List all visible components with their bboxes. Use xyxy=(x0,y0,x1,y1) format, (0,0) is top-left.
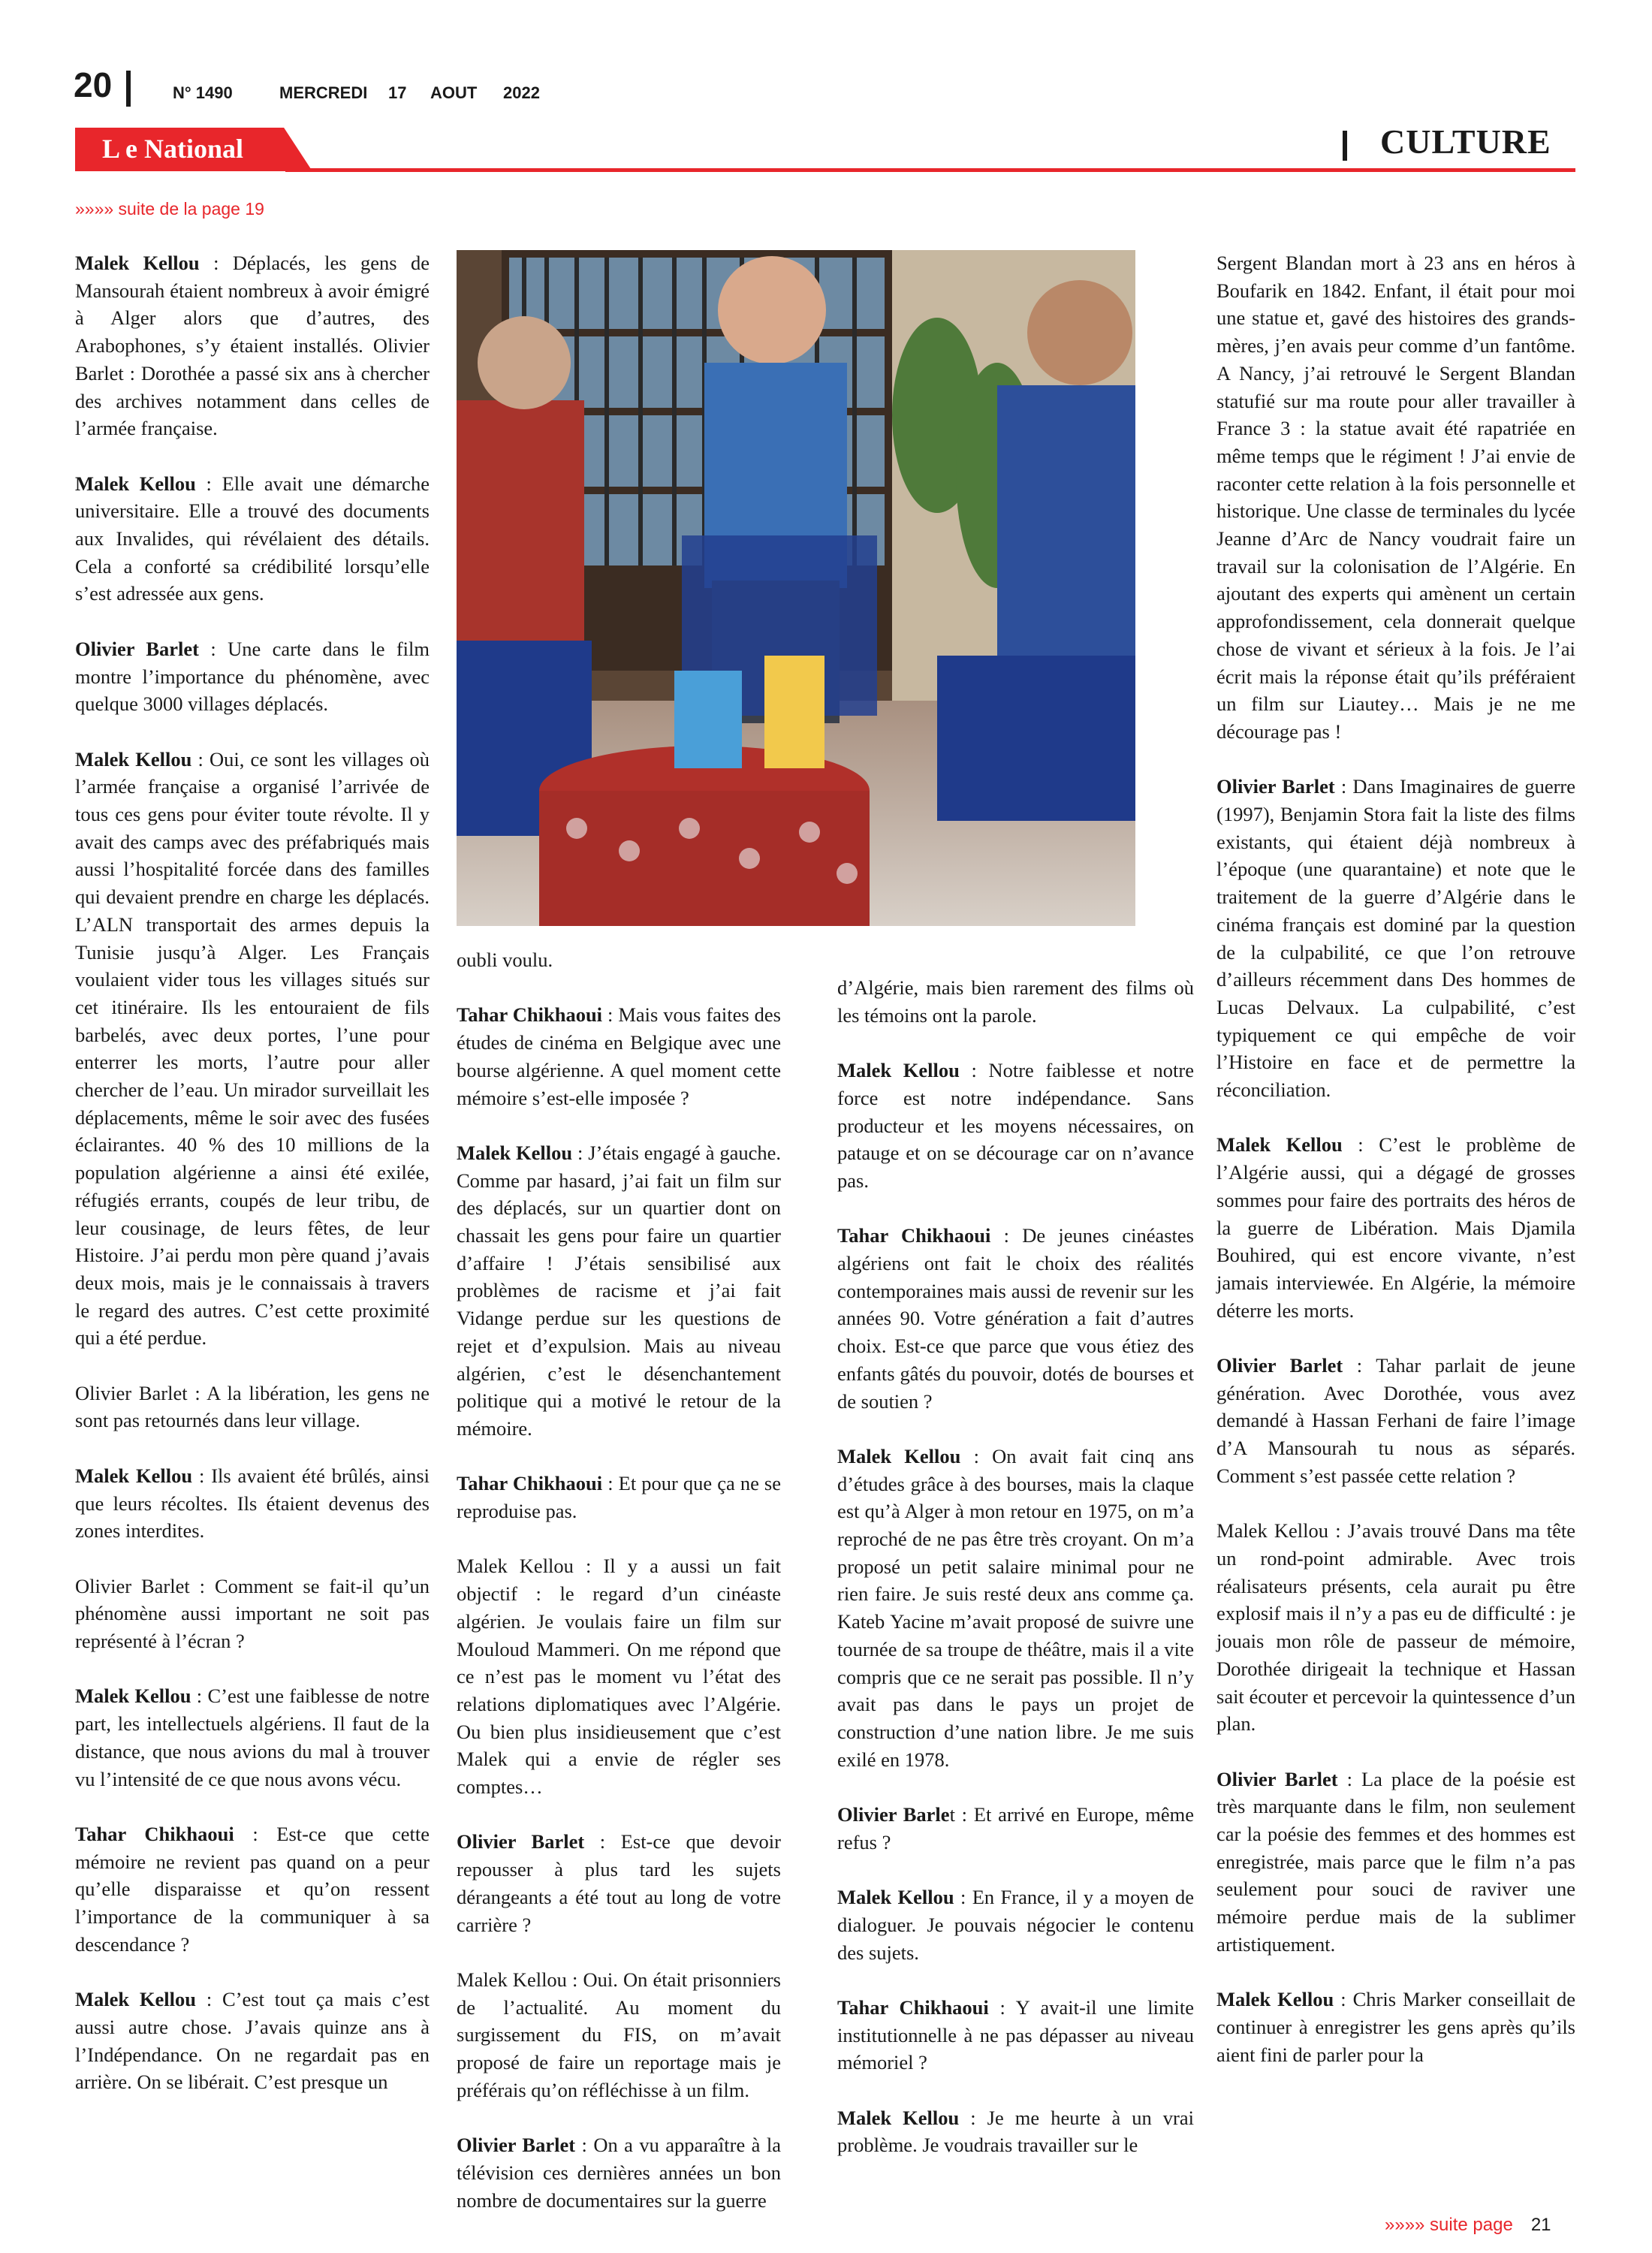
speaker-name: Olivier Barlet xyxy=(457,2134,576,2157)
paragraph-text: : Mais vous faites des études de cinéma en Belgique avec une bourse algérienne. A quel moment cette mémoire s’est-elle imposée ? xyxy=(457,1003,781,1109)
paragraph-text: : De jeunes cinéastes algériens ont fait le choix des réalités contemporaines mais aussi de revenir sur les années 90. Votre génération a fait d’autres choix. Est-ce que parce que vous étiez des enfants gâtés du pouvoir, dotés de bourses et de soutien ? xyxy=(837,1224,1194,1413)
article-paragraph xyxy=(75,470,430,608)
paragraph-text: Malek Kellou : Oui. On était prisonniers de l’actualité. Au moment du surgissement du FIS, on m’avait proposé de faire un reportage mais je préférais qu’on réfléchisse à un film. xyxy=(457,1968,781,2101)
article-paragraph xyxy=(1216,1986,1575,2068)
section-divider xyxy=(1343,131,1347,161)
paragraph-text: : C’est tout ça mais c’est aussi autre chose. J’avais quinze ans à l’Indépendance. On ne regardait pas en arrière. On se libérait. C’est presque un xyxy=(75,1988,430,2094)
speaker-name: Tahar Chikhaoui xyxy=(837,1224,991,1247)
article-paragraph xyxy=(457,1139,781,1443)
paragraph-text: : La place de la poésie est très marquante dans le film, non seulement car la poésie des femmes et des hommes est enregistrée, mais parce que le film n’a pas seulement pour souci de raviver une mémoire perdue mais de la sublimer artistiquement. xyxy=(1216,1767,1575,1956)
paragraph-text: : C’est une faiblesse de notre part, les intellectuels algériens. Il faut de la distance, que nous avions du mal à trouver vu l’intensité de ce que nous avons vécu. xyxy=(75,1684,430,1790)
next-page-number: 21 xyxy=(1530,2215,1551,2235)
speaker-name: Malek Kellou xyxy=(75,1988,197,2011)
issue-number: N° 1490 xyxy=(173,83,233,102)
date-year: 2022 xyxy=(503,83,540,102)
paragraph-text: : En France, il y a moyen de dialoguer. Je pouvais négocier le contenu des sujets. xyxy=(837,1886,1194,1964)
article-paragraph xyxy=(75,1462,430,1545)
article-paragraph xyxy=(837,974,1194,1029)
paragraph-text: t : Et arrivé en Europe, même refus ? xyxy=(837,1803,1194,1853)
page-number: 20 xyxy=(74,65,113,104)
speaker-name: Tahar Chikhaoui xyxy=(75,1822,234,1845)
article-paragraph xyxy=(837,1801,1194,1856)
continued-to-label: »»»» suite page xyxy=(1385,2215,1513,2235)
article-paragraph xyxy=(457,1828,781,1938)
speaker-name: Olivier Barlet xyxy=(457,1830,585,1853)
date-day: 17 xyxy=(388,83,407,102)
paragraph-text: : Ils avaient été brûlés, ainsi que leurs récoltes. Ils étaient devenus des zones interdites. xyxy=(75,1464,430,1543)
article-paragraph xyxy=(1216,1131,1575,1324)
speaker-name: Olivier Barlet xyxy=(1216,775,1335,798)
article-paragraph xyxy=(75,1682,430,1793)
paragraph-text: : Et pour que ça ne se reproduise pas. xyxy=(457,1472,781,1523)
speaker-name: Malek Kellou xyxy=(1216,1988,1334,2011)
continued-to xyxy=(1385,2214,1551,2236)
speaker-name: Olivier Barlet xyxy=(1216,1767,1338,1790)
paragraph-text: : Oui, ce sont les villages où l’armée française a organisé l’arrivée de tous ces gens pour éviter toute révolte. Il y avait des camps avec des préfabriqués mais aussi l’hospitalité forcée dans des familles qui devaient prendre en charge les déplacés. L’ALN transportait des armes depuis la Tunisie jusqu’à Alger. Les Français voulaient vider tous les villages situés sur cet itinéraire. Ils les entouraient de fils barbelés, avec deux portes, l’une pour enterrer les morts, l’autre pour aller chercher de l’eau. Un mirador surveillait les déplacements, même le soir avec des fusées éclairantes. 40 % des 10 millions de la population algérienne a ainsi été exilée, réfugiés errants, coupés de leur tribu, de leur cousinage, de leurs fêtes, de leur Histoire. J’ai perdu mon père quand j’avais deux mois, mais je le connaissais à travers le regard des autres. C’est cette proximité qui a été perdue. xyxy=(75,747,430,1350)
speaker-name: Tahar Chikhaoui xyxy=(457,1472,603,1495)
date-weekday: MERCREDI xyxy=(279,83,368,102)
article-paragraph xyxy=(1216,1352,1575,1490)
paragraph-text: : J’étais engagé à gauche. Comme par hasard, j’ai fait un film sur des déplacés, sur un quartier dont on chassait les gens pour faire un quartier d’affaire ! J’étais sensibilisé aux problèmes de racisme et j’ai fait Vidange perdue sur les questions de rejet et d’expulsion. Mais au niveau algérien, c’est le désenchantement politique qui a motivé le retour de la mémoire. xyxy=(457,1141,781,1440)
paragraph-text: : Je me heurte à un vrai problème. Je voudrais travailler sur le xyxy=(837,2106,1194,2157)
article-paragraph xyxy=(457,2131,781,2214)
paragraph-text: oubli voulu. xyxy=(457,949,553,971)
paragraph-text: : On a vu apparaître à la télévision ces dernières années un bon nombre de documentaires sur la guerre xyxy=(457,2134,781,2212)
speaker-name: Olivier Barlet xyxy=(75,637,199,660)
header-divider xyxy=(126,71,131,107)
interview-photo xyxy=(457,250,1135,926)
article-column-2 xyxy=(457,946,781,2242)
paragraph-text: : Tahar parlait de jeune génération. Avec Dorothée, vous avez demandé à Hassan Ferhani de faire l’image d’A Mansourah tu nous as séparés. Comment s’est passée cette relation ? xyxy=(1216,1354,1576,1487)
paragraph-text: Malek Kellou : Il y a aussi un fait objectif : le regard d’un cinéaste algérien. Je voulais faire un film sur Mouloud Mammeri. On me répond que ce n’est pas le moment vu l’état des relations diplomatiques avec l’Algérie. Ou bien plus insidieusement que c’est Malek qui a envie de régler ses comptes… xyxy=(457,1555,781,1799)
article-paragraph xyxy=(75,249,430,442)
speaker-name: Olivier Barlet xyxy=(1216,1354,1343,1377)
speaker-name: Malek Kellou xyxy=(837,1444,961,1467)
speaker-name: Malek Kellou xyxy=(837,2106,960,2129)
article-paragraph xyxy=(457,1552,781,1800)
article-paragraph xyxy=(457,1001,781,1111)
article-paragraph xyxy=(75,1573,430,1655)
paragraph-text: : Est-ce que devoir repousser à plus tard les sujets dérangeants a été tout au long de votre carrière ? xyxy=(457,1830,781,1936)
article-paragraph xyxy=(457,1966,781,2104)
article-paragraph xyxy=(75,635,430,718)
article-paragraph xyxy=(1216,1766,1575,1959)
paragraph-text: : Est-ce que cette mémoire ne revient pas quand on a peur qu’elle disparaisse et qu’on ressent l’importance de la communiquer à sa descendance ? xyxy=(75,1822,430,1956)
article-paragraph xyxy=(75,1986,430,2096)
speaker-name: Olivier Barle xyxy=(837,1803,950,1826)
article-paragraph xyxy=(837,1222,1194,1415)
paragraph-text: Sergent Blandan mort à 23 ans en héros à Boufarik en 1842. Enfant, il était pour moi une statue et, gavé des histoires des grands-mères, j’en avais peur comme d’un fantôme. A Nancy, j’ai retrouvé le Sergent Blandan statufié sur ma route pour aller travailler à France 3 : la statue avait été rapatriée en même temps que le régiment ! J’ai envie de raconter cette relation à la fois personnelle et historique. Une classe de terminales du lycée Jeanne d’Arc de Nancy voudrait faire un travail sur la colonisation de l’Algérie. En ajoutant des experts qui amènent un certain approfondissement, cela donnerait quelque chose de vivant et sérieux à la fois. Je l’ai écrit mais la réponse était qu’ils préféraient un film sur Liautey… Mais je ne me décourage pas ! xyxy=(1216,252,1575,743)
paragraph-text: : C’est le problème de l’Algérie aussi, qui a dégagé de grosses sommes pour faire des portraits des héros de la guerre de Libération. Mais Djamila Bouhired, qui est encore vivante, n’est jamais interviewée. En Algérie, la mémoire déterre les morts. xyxy=(1216,1133,1575,1322)
paragraph-text: : Elle avait une démarche universitaire. Elle a trouvé des documents aux Invalides, qui révélaient des détails. Cela a conforté sa crédibilité lorsqu’elle s’est adressée aux gens. xyxy=(75,472,430,605)
paragraph-text: : Chris Marker conseillait de continuer à enregistrer les gens après qu’ils aient fini de parler pour la xyxy=(1216,1988,1575,2066)
article-column-1 xyxy=(75,249,430,2124)
speaker-name: Malek Kellou xyxy=(1216,1133,1343,1157)
speaker-name: Malek Kellou xyxy=(75,1684,191,1708)
paragraph-text: Malek Kellou : J’avais trouvé Dans ma tête un rond-point admirable. Avec trois réalisateurs présents, cela aurait pu être explosif mais il n’y a pas eu de difficulté : je jouais mon rôle de passeur de mémoire, Dorothée dirigeait la technique et Hassan sait écouter et percevoir la quintessence d’un plan. xyxy=(1216,1519,1575,1736)
article-paragraph xyxy=(75,746,430,1352)
article-paragraph xyxy=(1216,1517,1575,1738)
header-rule xyxy=(285,168,1575,172)
paragraph-text: : On avait fait cinq ans d’études grâce à des bourses, mais la claque est qu’à Alger à mon retour en 1975, on m’a reproché de ne pas être très croyant. On m’a proposé un petit salaire minimal pour ne rien faire. Je suis resté deux ans comme ça. Kateb Yacine m’avait proposé de suivre une tournée de sa troupe de théâtre, mais il a vite compris que ce ne serait pas possible. Il n’y avait pas dans le pays un projet de construction d’une nation libre. Je me suis exilé en 1978. xyxy=(837,1444,1195,1771)
article-paragraph xyxy=(837,1994,1194,2077)
paragraph-text: : Une carte dans le film montre l’importance du phénomène, avec quelque 3000 villages déplacés. xyxy=(75,637,430,716)
article-paragraph xyxy=(837,2104,1194,2159)
speaker-name: Malek Kellou xyxy=(75,747,192,771)
article-paragraph xyxy=(457,946,781,974)
article-paragraph xyxy=(75,1820,430,1959)
speaker-name: Tahar Chikhaoui xyxy=(457,1003,603,1027)
article-paragraph xyxy=(1216,773,1575,1103)
article-paragraph xyxy=(837,1057,1194,1195)
paragraph-text: Olivier Barlet : A la libération, les gens ne sont pas retournés dans leur village. xyxy=(75,1381,430,1432)
speaker-name: Malek Kellou xyxy=(837,1059,960,1082)
article-paragraph xyxy=(837,1443,1194,1773)
speaker-name: Malek Kellou xyxy=(75,252,200,274)
article-paragraph xyxy=(75,1380,430,1434)
paragraph-text: : Notre faiblesse et notre force est notre indépendance. Sans producteur et les moyens nécessaires, on patauge et on se décourage car on n’avance pas. xyxy=(837,1059,1195,1192)
article-paragraph xyxy=(1216,249,1575,746)
paragraph-text: : Dans Imaginaires de guerre (1997), Benjamin Stora fait la liste des films existants, qui étaient déjà nombreux à l’époque (une quarantaine) et note que le traitement de la guerre d’Algérie dans le cinéma français est dominé par la question de la culpabilité, ce que l’on retrouve d’ailleurs récemment dans Des hommes de Lucas Delvaux. La culpabilité, c’est typiquement ce qui empêche de voir l’Histoire en face et de permettre la réconciliation. xyxy=(1216,775,1575,1102)
speaker-name: Malek Kellou xyxy=(75,1464,193,1487)
section-title: CULTURE xyxy=(1380,122,1551,161)
article-paragraph xyxy=(837,1884,1194,1966)
paragraph-text: : Y avait-il une limite institutionnelle à ne pas dépasser au niveau mémoriel ? xyxy=(837,1995,1194,2074)
continued-from: »»»» suite de la page 19 xyxy=(75,199,264,219)
paragraph-text: d’Algérie, mais bien rarement des films où les témoins ont la parole. xyxy=(837,976,1194,1027)
speaker-name: Malek Kellou xyxy=(75,472,196,495)
article-paragraph xyxy=(457,1470,781,1525)
speaker-name: Tahar Chikhaoui xyxy=(837,1995,989,2019)
paragraph-text: Olivier Barlet : Comment se fait-il qu’un phénomène aussi important ne soit pas représenté à l’écran ? xyxy=(75,1574,430,1653)
speaker-name: Malek Kellou xyxy=(837,1886,954,1909)
article-column-4 xyxy=(1216,249,1575,2096)
article-column-3 xyxy=(837,974,1194,2187)
paragraph-text: : Déplacés, les gens de Mansourah étaient nombreux à avoir émigré à Alger alors que d’autres, des Arabophones, s’y étaient installés. Olivier Barlet : Dorothée a passé six ans à chercher des archives notamment dans celles de l’armée française. xyxy=(75,252,430,440)
brand-logo: L e National xyxy=(102,134,244,164)
speaker-name: Malek Kellou xyxy=(457,1141,573,1164)
date-month: AOUT xyxy=(430,83,478,102)
